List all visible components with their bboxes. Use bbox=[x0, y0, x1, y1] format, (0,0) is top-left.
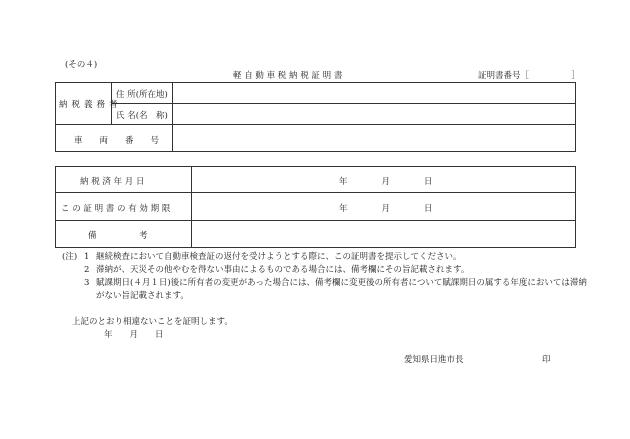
issuer-name: 愛知県日進市長 bbox=[404, 355, 464, 365]
name-label: 氏 名(名 称) bbox=[116, 111, 168, 121]
note-2-text: 滞納が、天災その他やむを得ない事由によるものである場合には、備考欄にその旨記載されます。 bbox=[96, 265, 470, 275]
certificate-number-label: 証明書番号［ ］ bbox=[478, 71, 581, 81]
remarks-field[interactable] bbox=[196, 224, 572, 244]
notes-prefix: (注) bbox=[62, 252, 78, 262]
address-field[interactable] bbox=[176, 86, 572, 100]
address-row-divider bbox=[111, 103, 576, 104]
certification-statement: 上記のとおり相違ないことを証明します。 bbox=[72, 317, 233, 327]
info-row-divider-2 bbox=[55, 220, 576, 221]
document-title: 軽 自 動 車 税 納 税 証 明 書 bbox=[233, 71, 343, 81]
info-row-divider-1 bbox=[55, 192, 576, 193]
validity-label: こ の 証 明 書 の 有 効 期 限 bbox=[61, 204, 171, 214]
remarks-label: 備 考 bbox=[88, 231, 148, 241]
taxpayer-label: 納税義務者 bbox=[59, 100, 122, 110]
vehicle-number-label: 車 両 番 号 bbox=[74, 136, 160, 146]
info-column-divider bbox=[191, 166, 192, 248]
note-1-number: 1 bbox=[84, 252, 90, 262]
payment-date-label: 納 税 済 年 月 日 bbox=[80, 177, 145, 187]
note-3-number: 3 bbox=[84, 278, 90, 288]
note-2-number: 2 bbox=[84, 265, 90, 275]
seal-mark: 印 bbox=[542, 355, 551, 365]
note-3-text: 賦課期日(４月１日)後に所有者の変更があった場合には、備考欄に変更後の所有者について賦課期日の属する年度においては滞納 bbox=[96, 278, 587, 288]
label-column-divider bbox=[172, 82, 173, 152]
payment-date-value: 年 月 日 bbox=[339, 177, 433, 187]
address-label: 住 所(所在地) bbox=[116, 90, 168, 100]
form-number: (その４) bbox=[65, 60, 98, 70]
note-1-text: 継続検査において自動車検査証の返付を受けようとする際に、この証明書を提示してください。 bbox=[96, 252, 462, 262]
vehicle-row-divider bbox=[55, 124, 576, 125]
vehicle-number-field[interactable] bbox=[176, 130, 572, 148]
note-3-text-cont: がない旨記載されます。 bbox=[96, 291, 189, 301]
validity-value: 年 月 日 bbox=[339, 204, 433, 214]
name-field[interactable] bbox=[176, 107, 572, 121]
certification-date: 年 月 日 bbox=[104, 330, 164, 340]
